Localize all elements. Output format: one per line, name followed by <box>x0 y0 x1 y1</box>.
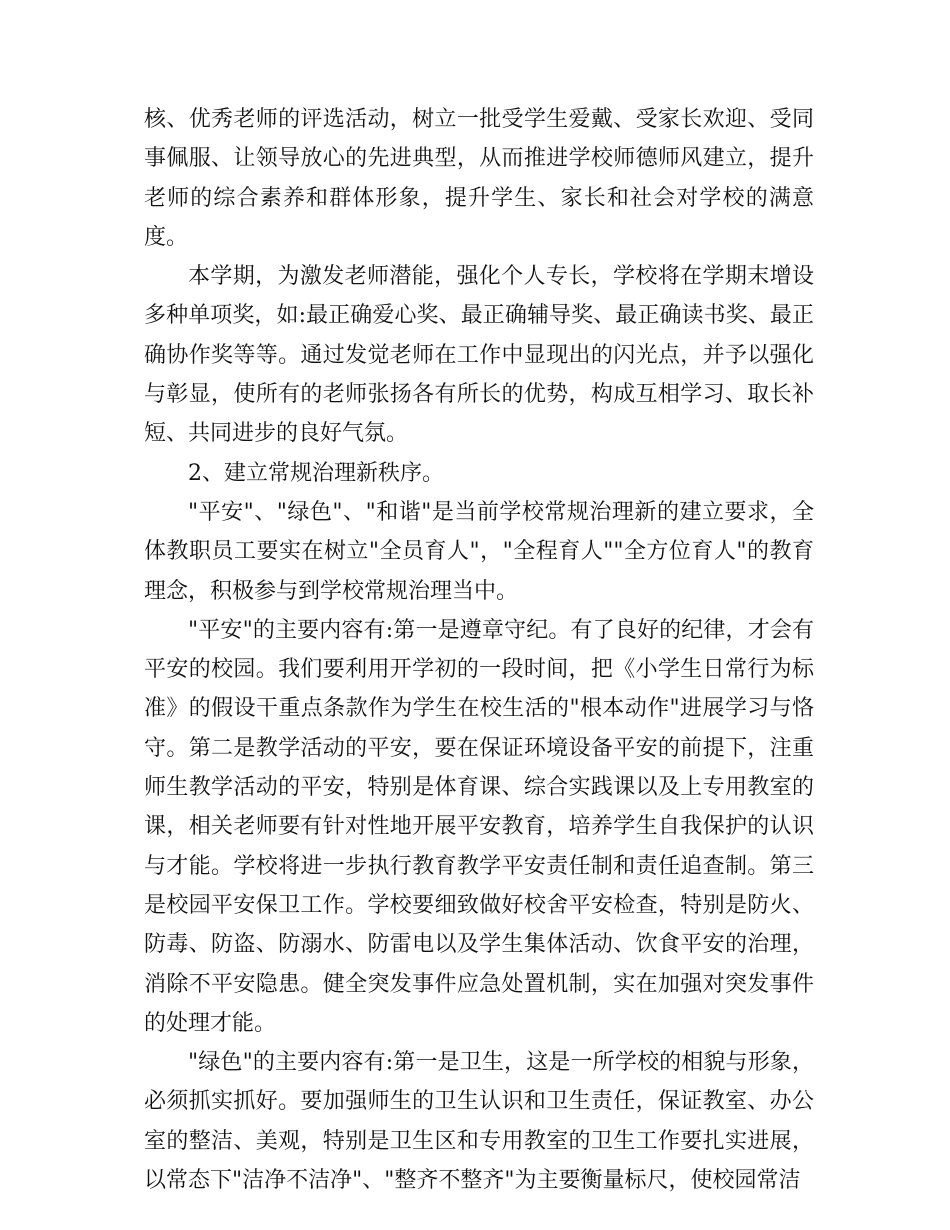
document-page <box>144 100 814 1200</box>
paragraph-5: "绿色"的主要内容有:第一是卫生，这是一所学校的相貌与形象，必须抓实抓好。要加强师生的卫生认识和卫生责任，保证教室、办公室的整洁、美观，特别是卫生区和专用教室的卫生工作要扎实进展，以常态下"洁净不洁净"、"整齐不整齐"为主要衡量标尺，使校园常洁 <box>144 1050 814 1194</box>
paragraph-3: "平安"、"绿色"、"和谐"是当前学校常规治理新的建立要求，全体教职员工要实在树立"全员育人"，"全程育人""全方位育人"的教育理念，积极参与到学校常规治理当中。 <box>144 499 814 604</box>
paragraph-4: "平安"的主要内容有:第一是遵章守纪。有了良好的纪律，才会有平安的校园。我们要利用开学初的一段时间，把《小学生日常行为标准》的假设干重点条款作为学生在校生活的"根本动作"进展学习与恪守。第二是教学活动的平安，要在保证环境设备平安的前提下，注重师生教学活动的平安，特别是体育课、综合实践课以及上专用教室的课，相关老师要有针对性地开展平安教育，培养学生自我保护的认识与才能。学校将进一步执行教育教学平安责任制和责任追查制。第三是校园平安保卫工作。学校要细致做好校舍平安检查，特别是防火、防毒、防盗、防溺水、防雷电以及学生集体活动、饮食平安的治理，消除不平安隐患。健全突发事件应急处置机制，实在加强对突发事件的处理才能。 <box>144 617 814 1036</box>
paragraph-1: 核、优秀老师的评选活动，树立一批受学生爱戴、受家长欢迎、受同事佩服、让领导放心的先进典型，从而推进学校师德师风建立，提升老师的综合素养和群体形象，提升学生、家长和社会对学校的满意度。 <box>144 107 814 250</box>
section-heading-2: 2、建立常规治理新秩序。 <box>188 460 444 486</box>
paragraph-2: 本学期，为激发老师潜能，强化个人专长，学校将在学期末增设多种单项奖，如:最正确爱心奖、最正确辅导奖、最正确读书奖、最正确协作奖等等。通过发觉老师在工作中显现出的闪光点，并予以强化与彰显，使所有的老师张扬各有所长的优势，构成互相学习、取长补短、共同进步的良好气氛。 <box>144 264 814 447</box>
